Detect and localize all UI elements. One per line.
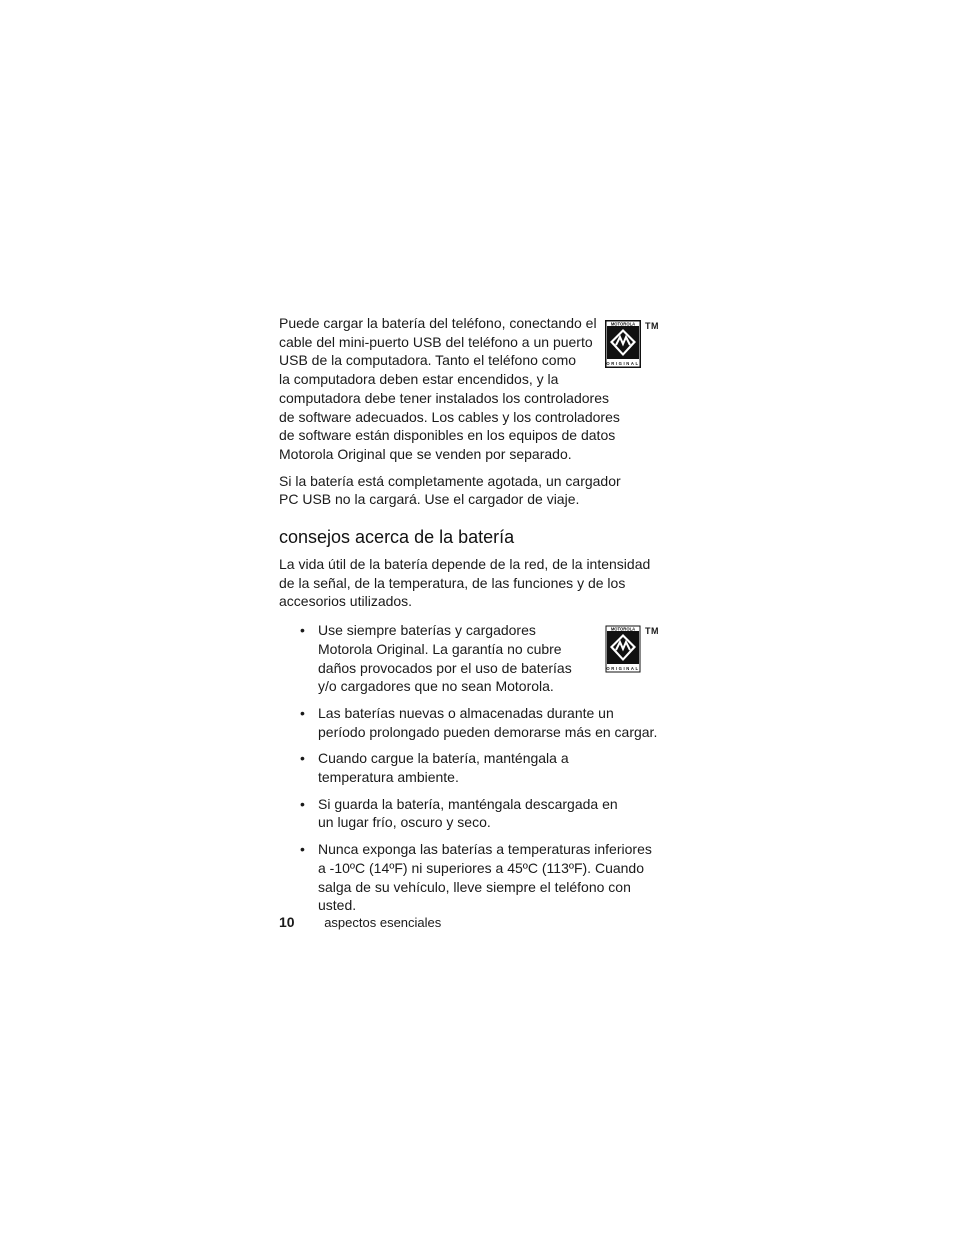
logo-bottom-text: ORIGINAL: [606, 666, 640, 671]
list-item-text: Nunca exponga las baterías a temperaturas inferiores a -10ºC (14ºF) ni superiores a 45ºC (113ºF). Cuando salga de su vehículo, lleve siempre el teléfono con usted.: [318, 841, 652, 914]
page-content: [279, 314, 659, 923]
text-line: Motorola Original que se venden por separado.: [279, 445, 572, 462]
bullet-icon: •: [300, 750, 305, 767]
list-item: [279, 840, 659, 915]
logo-top-text: MOTOROLA: [610, 626, 636, 632]
bullet-icon: •: [300, 841, 305, 858]
battery-life-paragraph: La vida útil de la batería depende de la red, de la intensidad de la señal, de la temperatura, de las funciones y de los accesorios utilizados.: [279, 556, 651, 610]
list-item-text: Las baterías nuevas o almacenadas durante un período prolongado pueden demorarse más en cargar.: [318, 704, 658, 740]
logo-bottom-text: ORIGINAL: [606, 361, 640, 366]
section-name: aspectos esenciales: [324, 915, 442, 930]
section-heading: consejos acerca de la batería: [279, 527, 515, 548]
text-line: de software están disponibles en los equipos de datos: [279, 427, 616, 444]
bullet-icon: •: [300, 795, 305, 812]
bullet-icon: •: [300, 622, 305, 639]
page-footer: [279, 914, 441, 930]
text-line: la computadora deben estar encendidos, y la: [279, 371, 559, 388]
battery-tips-list: [279, 621, 659, 915]
bullet-icon: •: [300, 704, 305, 721]
list-item: [279, 795, 659, 832]
list-item-text: Cuando cargue la batería, manténgala a temperatura ambiente.: [318, 750, 569, 786]
text-line: de software adecuados. Los cables y los controladores: [279, 408, 620, 425]
text-line: Puede cargar la batería del teléfono, conectando el: [279, 315, 597, 331]
list-item: [279, 749, 659, 786]
list-item-text: Use siempre baterías y cargadores Motorola Original. La garantía no cubre daños provocados por el uso de baterías y/o cargadores que no sean Motorola.: [318, 622, 572, 695]
page-number: 10: [279, 914, 295, 930]
trademark-label: TM: [645, 321, 659, 331]
text-line: computadora debe tener instalados los controladores: [279, 389, 609, 406]
text-line: USB de la computadora. Tanto el teléfono como: [279, 352, 577, 369]
text-line: cable del mini-puerto USB del teléfono a un puerto: [279, 333, 593, 350]
depleted-battery-paragraph: Si la batería está completamente agotada, un cargador PC USB no la cargará. Use el cargador de viaje.: [279, 472, 621, 508]
usb-charging-paragraph: [279, 314, 624, 464]
trademark-label: TM: [645, 626, 659, 636]
list-item-text: Si guarda la batería, manténgala descargada en un lugar frío, oscuro y seco.: [318, 795, 618, 831]
list-item: [279, 704, 659, 741]
list-item: [279, 621, 659, 696]
logo-top-text: MOTOROLA: [610, 321, 636, 327]
